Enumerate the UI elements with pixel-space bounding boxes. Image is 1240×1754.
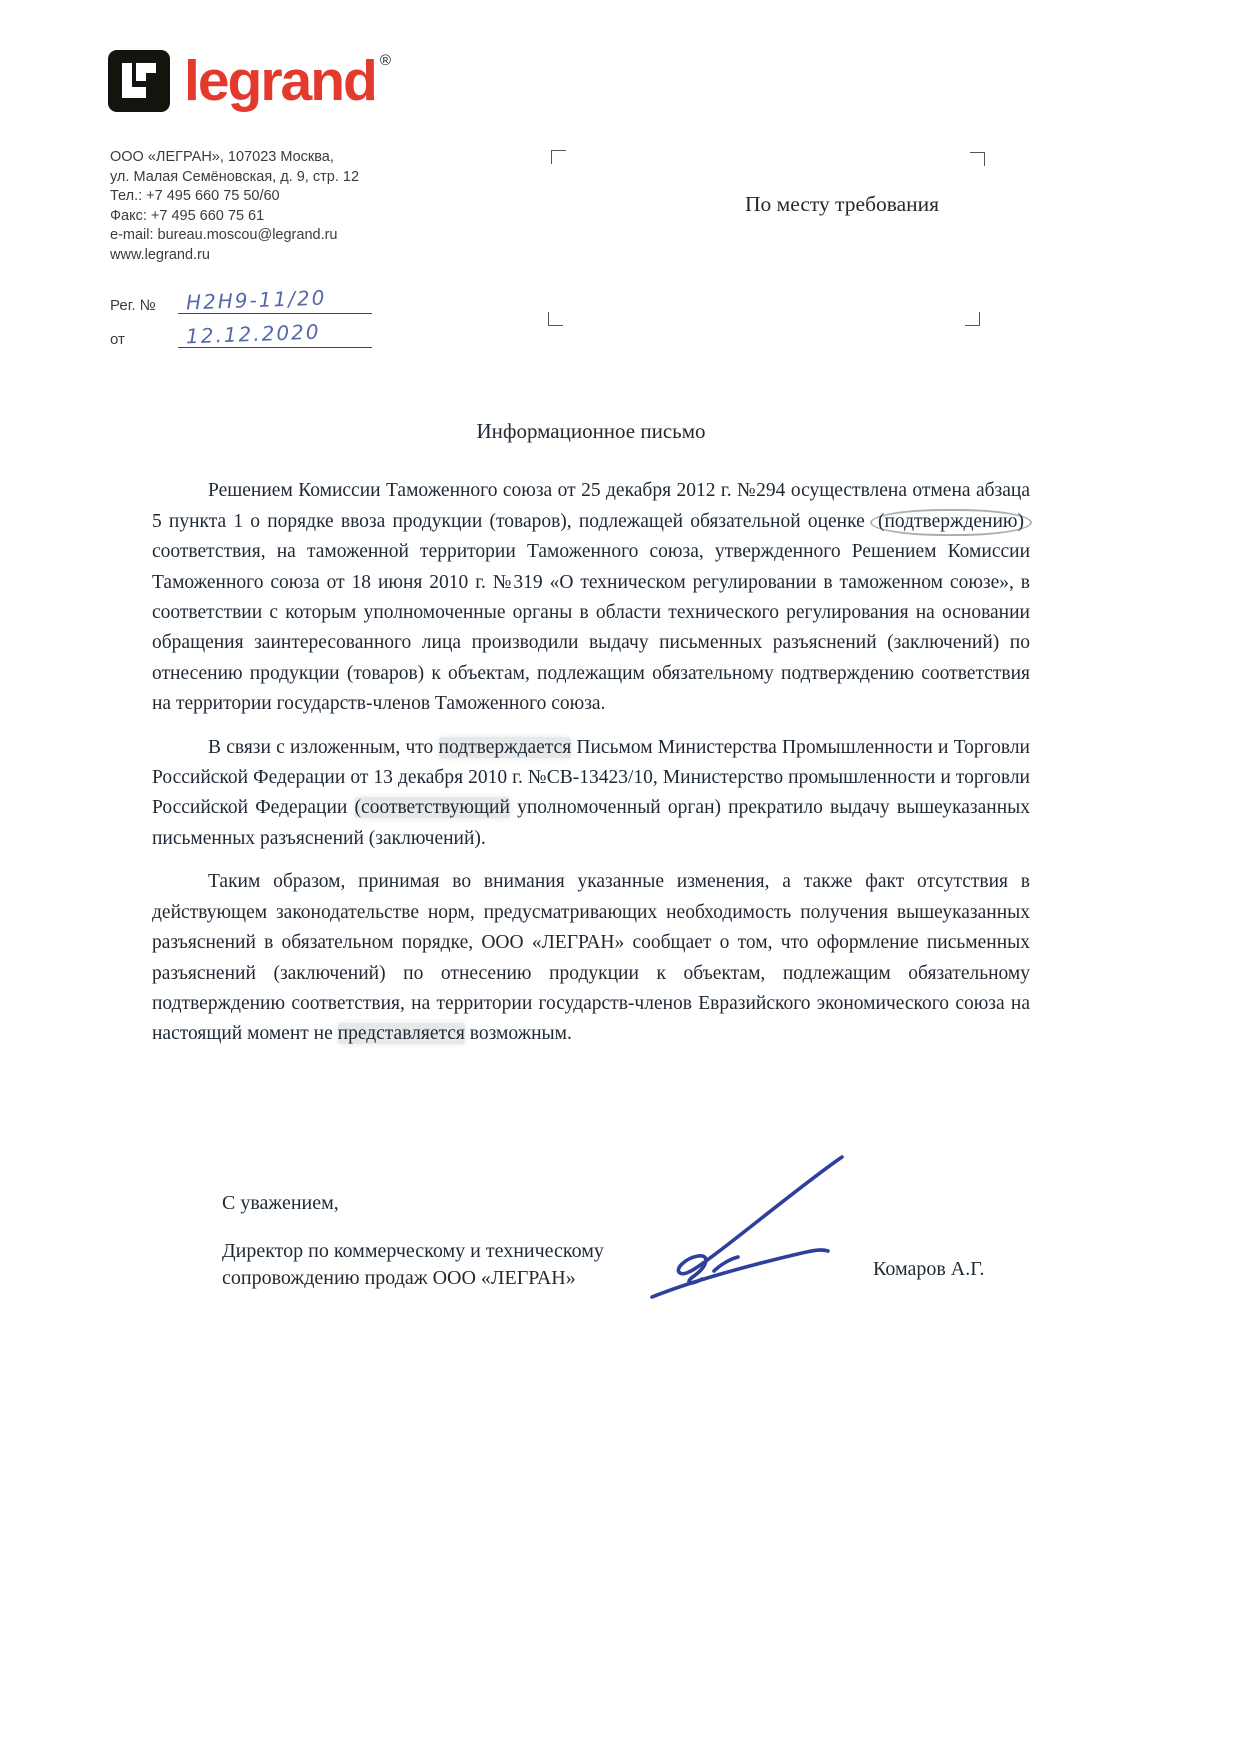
signer-position-line-2: сопровождению продаж ООО «ЛЕГРАН»	[222, 1267, 576, 1289]
company-name-line: ООО «ЛЕГРАН», 107023 Москва,	[110, 149, 334, 165]
legrand-logo	[108, 50, 391, 112]
registered-trademark-symbol: ®	[379, 52, 391, 69]
signer-position-line-1: Директор по коммерческому и техническому	[222, 1240, 604, 1262]
salutation: С уважением,	[222, 1192, 339, 1214]
company-contact-block	[110, 148, 359, 265]
paragraph-1	[152, 476, 1030, 719]
signer-name: Комаров А.Г.	[873, 1258, 985, 1280]
paragraph-3-text-b: возможным.	[464, 1023, 572, 1045]
reg-date-handwritten-value: 12.12.2020	[185, 319, 321, 349]
paragraph-2	[152, 733, 1030, 855]
recipient-line: По месту требования	[745, 192, 940, 216]
letter-body	[152, 416, 1030, 1063]
signer-position	[222, 1238, 604, 1292]
paragraph-1-text-pre: Решением Комиссии Таможенного союза от 25 декабря 2012 г. №294 осуществлена отмена абзаца 5 пункта 1 о порядке ввоза продукции (товаров), подлежащей обязательной оценке	[152, 480, 1030, 532]
company-website-line: www.legrand.ru	[110, 246, 210, 263]
reg-date-label: от	[110, 331, 125, 348]
address-frame-corner-top-left	[551, 150, 566, 164]
reg-number-field	[178, 285, 372, 315]
reg-number-label: Рег. №	[110, 297, 156, 314]
paragraph-1-text-post: соответствия, на таможенной территории Таможенного союза, утвержденного Решением Комиссии Таможенного союза от 18 июня 2010 г. №319 «О техническом регулировании в таможенном союзе», в соответствии с которым уполномоченные органы в области технического регулирования на основании обращения заинтересованного лица производили выдачу письменных разъяснений (заключений) по отнесению продукции (товаров) к объектам, подлежащим обязательному подтверждению соответствия на территории государств-членов Таможенного союза.	[152, 541, 1030, 715]
paragraph-2-smudged-word-2: (соответствующий	[354, 797, 510, 819]
letter-title: Информационное письмо	[476, 419, 706, 443]
paragraph-2-text-a: В связи с изложенным, что	[208, 736, 439, 758]
paragraph-2-text-b: Письмом Министерства Промышленности и Торговли Российской Федерации от 13 декабря 2010 г. №СВ-13423/10, Министерство промышленности и торговли Российской Федерации	[152, 736, 1030, 819]
address-frame-corner-top-right	[970, 152, 985, 166]
address-frame-corner-bottom-right	[965, 312, 980, 326]
registration-number-row	[110, 285, 372, 322]
paragraph-3-smudged-word: представляется	[337, 1023, 465, 1045]
registration-date-row	[110, 319, 372, 356]
handwritten-signature	[630, 1145, 880, 1310]
company-fax-line: Факс: +7 495 660 75 61	[110, 207, 265, 224]
address-frame-corner-bottom-left	[548, 312, 563, 326]
paragraph-3	[152, 867, 1030, 1049]
company-address-line: ул. Малая Семёновская, д. 9, стр. 12	[110, 168, 360, 185]
legrand-logo-icon	[108, 50, 170, 112]
paragraph-2-text-c: уполномоченный орган) прекратило выдачу вышеуказанных письменных разъяснений (заключений).	[152, 797, 1030, 849]
reg-date-field	[178, 319, 372, 349]
legrand-logo-text: legrand	[184, 49, 376, 113]
reg-number-handwritten-value: Н2Н9-11/20	[185, 285, 327, 315]
paragraph-1-circled-word: (подтверждению)	[870, 509, 1032, 536]
paragraph-2-smudged-word-1: подтверждается	[438, 736, 572, 758]
paragraph-3-text-a: Таким образом, принимая во внимания указанные изменения, а также факт отсутствия в действующем законодательстве норм, предусматривающих необходимость получения вышеуказанных разъяснений в обязательном порядке, ООО «ЛЕГРАН» сообщает о том, что оформление письменных разъяснений (заключений) по отнесению продукции к объектам, подлежащим обязательному подтверждению соответствия, на территории государств-членов Евразийского экономического союза на настоящий момент не	[152, 871, 1030, 1045]
company-email-line: e-mail: bureau.moscou@legrand.ru	[110, 227, 338, 243]
company-phone-line: Тел.: +7 495 660 75 50/60	[110, 188, 280, 204]
registration-block	[110, 285, 372, 356]
